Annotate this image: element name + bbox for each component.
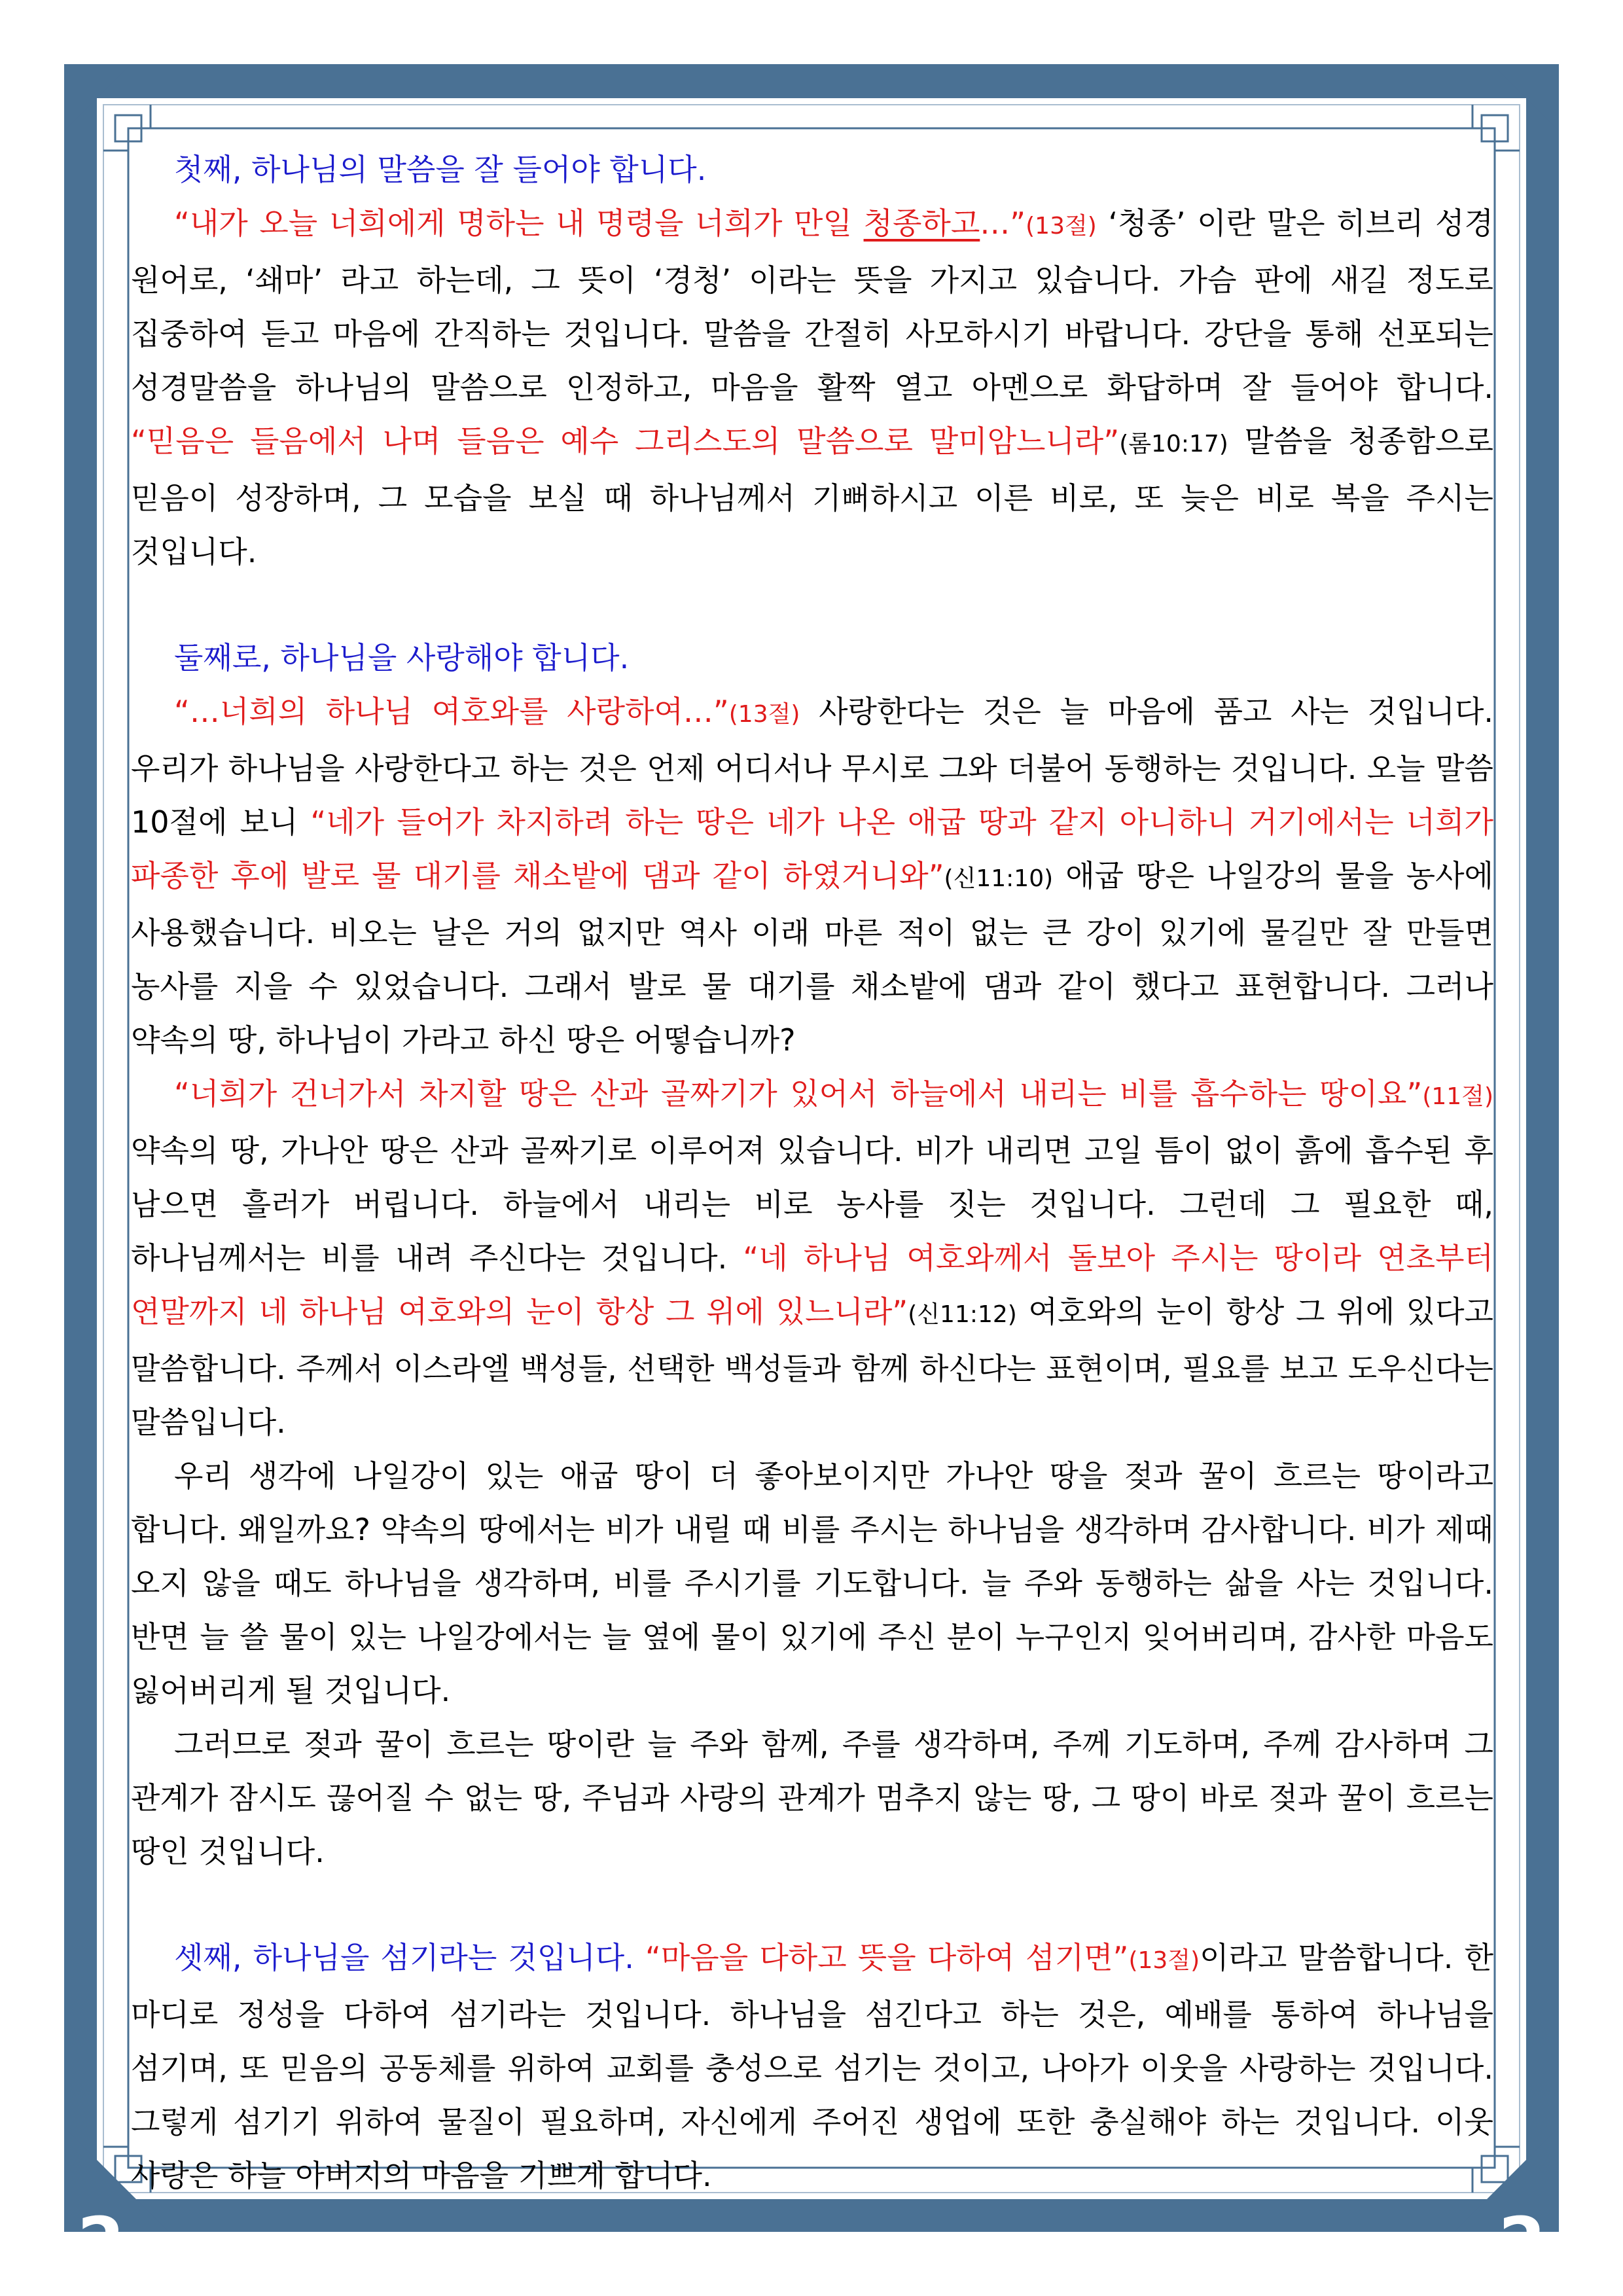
scripture-reference: (롬10:17) xyxy=(1119,431,1228,457)
scripture-quote: “너희가 건너가서 차지할 땅은 산과 골짜기가 있어서 하늘에서 내리는 비를 흡수하는 땅이요” xyxy=(174,1076,1423,1111)
scripture-reference: (신11:12) xyxy=(908,1301,1017,1328)
heading-text: 셋째, 하나님을 섬기라는 것입니다. xyxy=(174,1940,634,1975)
scripture-quote: “믿음은 들음에서 나며 들음은 예수 그리스도의 말씀으로 말미암느니라” xyxy=(131,423,1120,459)
section1-heading xyxy=(131,143,1493,196)
section2-paragraph3 xyxy=(131,1449,1493,1717)
body-text: 여호와의 눈이 항상 그 위에 있다고 말씀합니다. 주께서 이스라엘 백성들, 선택한 백성들과 함께 하신다는 표현이며, 필요를 보고 도우신다는 말씀입니다. xyxy=(131,1294,1493,1440)
body-text: 말씀을 청종함으로 믿음이 성장하며, 그 모습을 보실 때 하나님께서 기뻐하시고 이른 비로, 또 늦은 비로 복을 주시는 것입니다. xyxy=(131,423,1493,569)
section2-paragraph4 xyxy=(131,1717,1493,1878)
document-body xyxy=(131,143,1493,2202)
scripture-quote: “…너희의 하나님 여호와를 사랑하여…” xyxy=(174,694,729,729)
section2-heading xyxy=(131,631,1493,685)
scripture-reference: (13절) xyxy=(1128,1947,1200,1974)
scripture-reference: (13절) xyxy=(728,701,800,728)
section1-paragraph1 xyxy=(131,196,1493,579)
section2-paragraph2 xyxy=(131,1067,1493,1449)
underlined-word: 청종하고 xyxy=(863,206,980,241)
scripture-quote-end: …” xyxy=(980,206,1026,241)
scripture-reference: (13절) xyxy=(1026,213,1097,240)
scripture-quote: “네 하나님 여호와께서 돌보아 주시는 땅이라 연초부터 연말까지 네 하나님 여호와의 눈이 항상 그 위에 있느니라” xyxy=(131,1240,1493,1329)
section2-paragraph1 xyxy=(131,685,1493,1067)
heading-text: 첫째, 하나님의 말씀을 잘 들어야 합니다. xyxy=(174,152,707,187)
scripture-quote: “네가 들어가 차지하려 하는 땅은 네가 나온 애굽 땅과 같지 아니하니 거기에서는 너희가 파종한 후에 발로 물 대기를 채소밭에 댐과 같이 하였거니와” xyxy=(131,804,1493,893)
body-text: 이라고 말씀합니다. 한 마디로 정성을 다하여 섬기라는 것입니다. 하나님을 섬긴다고 하는 것은, 예배를 통하여 하나님을 섬기며, 또 믿음의 공동체를 위하여 교회를 충성으로 섬기는 것이고, 나아가 이웃을 사랑하는 것입니다. 그렇게 섬기기 위하여 물질이 필요하며, 자신에게 주어진 생업에 또한 충실해야 하는 것입니다. 이웃 사랑은 하늘 아버지의 마음을 기쁘게 합니다. xyxy=(131,1940,1493,2193)
section3-paragraph1 xyxy=(131,1931,1493,2202)
page-number-right: 2 xyxy=(1498,2202,1546,2282)
scripture-reference: (11절) xyxy=(1422,1083,1493,1110)
heading-text: 둘째로, 하나님을 사랑해야 합니다. xyxy=(174,640,630,675)
body-text: 약속의 땅, 가나안 땅은 산과 골짜기로 이루어져 있습니다. 비가 내리면 고일 틈이 없이 흙에 흡수된 후 남으면 흘러가 버립니다. 하늘에서 내리는 비로 농사를 짓는 것입니다. 그런데 그 필요한 때, 하나님께서는 비를 내려 주신다는 것입니다. xyxy=(131,1133,1493,1276)
scripture-reference: (신11:10) xyxy=(944,865,1054,892)
body-text: 우리 생각에 나일강이 있는 애굽 땅이 더 좋아보이지만 가나안 땅을 젖과 꿀이 흐르는 땅이라고 합니다. 왜일까요? 약속의 땅에서는 비가 내릴 때 비를 주시는 하나님을 생각하며 감사합니다. 비가 제때 오지 않을 때도 하나님을 생각하며, 비를 주시기를 기도합니다. 늘 주와 동행하는 삶을 사는 것입니다. 반면 늘 쓸 물이 있는 나일강에서는 늘 옆에 물이 있기에 주신 분이 누구인지 잊어버리며, 감사한 마음도 잃어버리게 될 것입니다. xyxy=(131,1458,1493,1708)
body-text: 그러므로 젖과 꿀이 흐르는 땅이란 늘 주와 함께, 주를 생각하며, 주께 기도하며, 주께 감사하며 그 관계가 잠시도 끊어질 수 없는 땅, 주님과 사랑의 관계가 멈추지 않는 땅, 그 땅이 바로 젖과 꿀이 흐르는 땅인 것입니다. xyxy=(131,1727,1493,1869)
body-text: ‘청종’ 이란 말은 히브리 성경 원어로, ‘쇄마’ 라고 하는데, 그 뜻이 ‘경청’ 이라는 뜻을 가지고 있습니다. 가슴 판에 새길 정도로 집중하여 듣고 마음에 간직하는 것입니다. 말씀을 간절히 사모하시기 바랍니다. 강단을 통해 선포되는 성경말씀을 하나님의 말씀으로 인정하고, 마음을 활짝 열고 아멘으로 화답하며 잘 들어야 합니다. xyxy=(131,206,1493,405)
scripture-quote-underlined xyxy=(864,206,980,241)
body-text: 애굽 땅은 나일강의 물을 농사에 사용했습니다. 비오는 날은 거의 없지만 역사 이래 마른 적이 없는 큰 강이 있기에 물길만 잘 만들면 농사를 지을 수 있었습니다. 그래서 발로 물 대기를 채소밭에 댐과 같이 했다고 표현합니다. 그러나 약속의 땅, 하나님이 가라고 하신 땅은 어떻습니까? xyxy=(131,858,1493,1058)
scripture-quote: “내가 오늘 너희에게 명하는 내 명령을 너희가 만일 xyxy=(174,206,864,241)
page-number-left: 2 xyxy=(77,2202,125,2282)
scripture-quote: “마음을 다하고 뜻을 다하여 섬기면” xyxy=(645,1940,1129,1975)
body-text: 사랑한다는 것은 늘 마음에 품고 사는 것입니다. 우리가 하나님을 사랑한다고 하는 것은 언제 어디서나 무시로 그와 더불어 동행하는 것입니다. 오늘 말씀 10절에 보니 xyxy=(131,694,1493,840)
